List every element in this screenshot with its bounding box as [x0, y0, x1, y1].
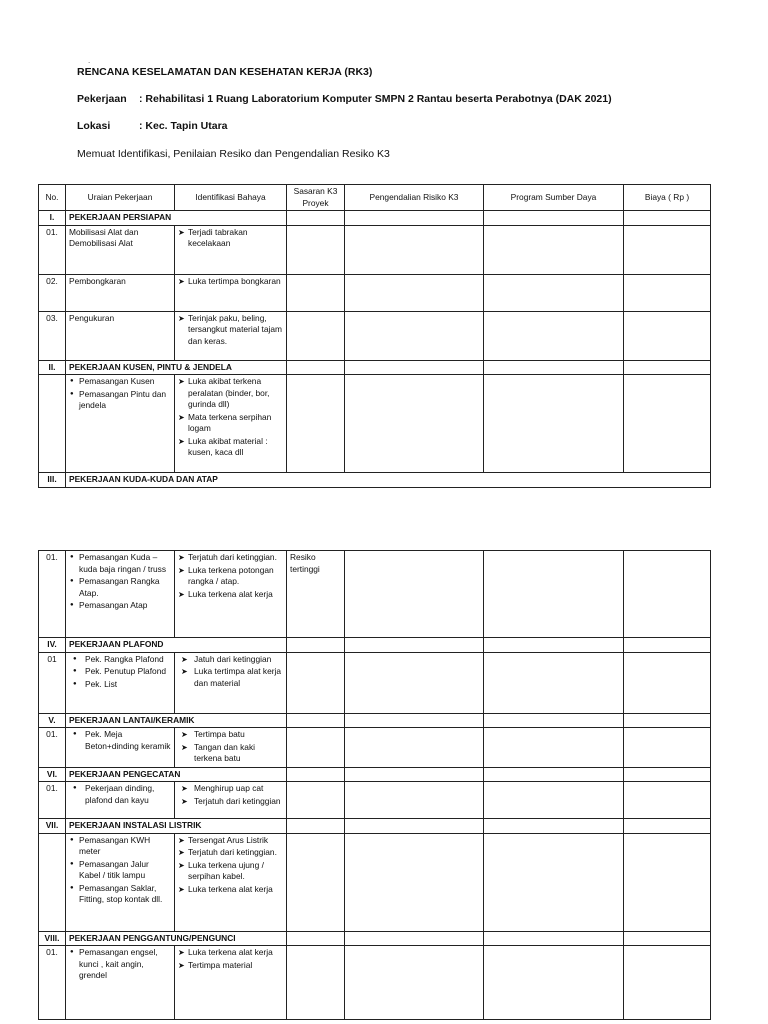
empty-cell	[345, 728, 484, 768]
uraian-item: ● Pemasangan Rangka Atap.	[79, 576, 171, 599]
pekerjaan-label: Pekerjaan	[77, 93, 127, 105]
section-title: PEKERJAAN KUSEN, PINTU & JENDELA	[66, 360, 287, 375]
bahaya-item: ➤ Terjatuh dari ketinggian.	[188, 847, 283, 859]
section-title: PEKERJAAN PENGECATAN	[66, 767, 287, 782]
bahaya-item: ➤ Luka tertimpa bongkaran	[188, 276, 283, 288]
empty-cell	[484, 652, 624, 713]
empty-cell	[287, 638, 345, 653]
empty-cell	[345, 360, 484, 375]
row-uraian	[66, 375, 175, 473]
bahaya-item: ➤ Luka terkena ujung / serpihan kabel.	[188, 860, 283, 883]
empty-cell	[624, 311, 711, 360]
empty-cell	[624, 652, 711, 713]
row-uraian	[66, 728, 175, 768]
empty-cell	[484, 782, 624, 819]
table-row	[39, 225, 711, 274]
table-row	[39, 728, 711, 768]
uraian-item: ● Pek. List	[85, 679, 171, 691]
empty-cell	[287, 946, 345, 1020]
document-title: RENCANA KESELAMATAN DAN KESEHATAN KERJA (RK3)	[77, 66, 373, 78]
pekerjaan-row	[77, 93, 612, 105]
row-bahaya	[175, 728, 287, 768]
section-no: VI.	[39, 767, 66, 782]
section-row	[39, 767, 711, 782]
empty-cell	[484, 819, 624, 834]
row-no: 01.	[39, 225, 66, 274]
bahaya-item: ➤ Terinjak paku, beling, tersangkut material tajam dan keras.	[188, 313, 283, 348]
empty-cell	[345, 311, 484, 360]
bahaya-item: ➤ Terjatuh dari ketinggian	[194, 796, 283, 808]
table-row	[39, 833, 711, 931]
empty-cell	[484, 713, 624, 728]
section-title: PEKERJAAN PENGGANTUNG/PENGUNCI	[66, 931, 287, 946]
intro-text: Memuat Identifikasi, Penilaian Resiko dan Pengendalian Resiko K3	[77, 148, 390, 160]
header-no: No.	[39, 185, 66, 211]
empty-cell	[484, 225, 624, 274]
uraian-item: ● Pemasangan engsel, kunci , kait angin, grendel	[79, 947, 171, 982]
table-row	[39, 782, 711, 819]
uraian-item: ● Pek. Meja Beton+dinding keramik	[85, 729, 171, 752]
section-title: PEKERJAAN INSTALASI LISTRIK	[66, 819, 287, 834]
row-uraian: Pengukuran	[66, 311, 175, 360]
empty-cell	[287, 713, 345, 728]
bahaya-item: ➤ Tertimpa batu	[194, 729, 283, 741]
empty-cell	[345, 211, 484, 226]
table-row	[39, 551, 711, 638]
table-row	[39, 311, 711, 360]
section-no: V.	[39, 713, 66, 728]
row-bahaya	[175, 375, 287, 473]
section-row	[39, 713, 711, 728]
row-uraian: Mobilisasi Alat dan Demobilisasi Alat	[66, 225, 175, 274]
uraian-item: ● Pemasangan Atap	[79, 600, 171, 612]
lokasi-value: : Kec. Tapin Utara	[139, 120, 228, 132]
bahaya-item: ➤ Mata terkena serpihan logam	[188, 412, 283, 435]
bahaya-item: ➤ Luka terkena alat kerja	[188, 589, 283, 601]
bahaya-item: ➤ Luka terkena alat kerja	[188, 884, 283, 896]
section-row	[39, 473, 711, 488]
rk3-table-part1	[38, 184, 711, 488]
empty-cell	[287, 375, 345, 473]
table-row	[39, 274, 711, 311]
uraian-item: ● Pemasangan Jalur Kabel / titik lampu	[79, 859, 171, 882]
header-program: Program Sumber Daya	[484, 185, 624, 211]
empty-cell	[484, 211, 624, 226]
uraian-item: ● Pekerjaan dinding, plafond dan kayu	[85, 783, 171, 806]
section-no: I.	[39, 211, 66, 226]
empty-cell	[624, 551, 711, 638]
rk3-table-part2	[38, 550, 711, 1020]
empty-cell	[484, 931, 624, 946]
section-row	[39, 931, 711, 946]
empty-cell	[624, 360, 711, 375]
section-row	[39, 211, 711, 226]
empty-cell	[345, 782, 484, 819]
empty-cell	[345, 551, 484, 638]
empty-cell	[484, 728, 624, 768]
row-uraian	[66, 652, 175, 713]
empty-cell	[287, 819, 345, 834]
row-no: 01.	[39, 551, 66, 638]
uraian-item: ● Pemasangan Kusen	[79, 376, 171, 388]
row-sasaran: Resiko tertinggi	[287, 551, 345, 638]
section-no: VIII.	[39, 931, 66, 946]
uraian-item: ● Pemasangan Pintu dan jendela	[79, 389, 171, 412]
empty-cell	[624, 833, 711, 931]
section-title: PEKERJAAN PLAFOND	[66, 638, 287, 653]
empty-cell	[624, 767, 711, 782]
uraian-item: ● Pek. Penutup Plafond	[85, 666, 171, 678]
bahaya-item: ➤ Luka terkena alat kerja	[188, 947, 283, 959]
row-no: 03.	[39, 311, 66, 360]
header-sasaran: Sasaran K3 Proyek	[287, 185, 345, 211]
section-row	[39, 360, 711, 375]
bahaya-item: ➤ Luka tertimpa alat kerja dan material	[194, 666, 283, 689]
table-header-row	[39, 185, 711, 211]
empty-cell	[287, 225, 345, 274]
empty-cell	[484, 375, 624, 473]
empty-cell	[624, 931, 711, 946]
section-row	[39, 638, 711, 653]
row-no: 01.	[39, 946, 66, 1020]
section-no: III.	[39, 473, 66, 488]
row-bahaya	[175, 652, 287, 713]
empty-cell	[345, 638, 484, 653]
bahaya-item: ➤ Terjadi tabrakan kecelakaan	[188, 227, 283, 250]
empty-cell	[624, 274, 711, 311]
section-row	[39, 819, 711, 834]
uraian-item: ● Pek. Rangka Plafond	[85, 654, 171, 666]
empty-cell	[624, 638, 711, 653]
bahaya-item: ➤ Tertimpa material	[188, 960, 283, 972]
table-row	[39, 946, 711, 1020]
empty-cell	[345, 833, 484, 931]
empty-cell	[484, 946, 624, 1020]
empty-cell	[287, 211, 345, 226]
bahaya-item: ➤ Tersengat Arus Listrik	[188, 835, 283, 847]
empty-cell	[345, 819, 484, 834]
row-uraian: Pembongkaran	[66, 274, 175, 311]
bahaya-item: ➤ Tangan dan kaki terkena batu	[194, 742, 283, 765]
empty-cell	[484, 638, 624, 653]
empty-cell	[624, 375, 711, 473]
row-bahaya	[175, 274, 287, 311]
empty-cell	[287, 360, 345, 375]
empty-cell	[484, 360, 624, 375]
row-uraian	[66, 946, 175, 1020]
pekerjaan-value: : Rehabilitasi 1 Ruang Laboratorium Komputer SMPN 2 Rantau beserta Perabotnya (DAK 2021)	[139, 93, 612, 105]
lokasi-label: Lokasi	[77, 120, 111, 132]
empty-cell	[345, 225, 484, 274]
empty-cell	[624, 782, 711, 819]
empty-cell	[345, 274, 484, 311]
empty-cell	[287, 833, 345, 931]
row-uraian	[66, 833, 175, 931]
row-bahaya	[175, 833, 287, 931]
empty-cell	[345, 946, 484, 1020]
empty-cell	[624, 728, 711, 768]
uraian-item: ● Pemasangan KWH meter	[79, 835, 171, 858]
bahaya-item: ➤ Luka akibat terkena peralatan (binder, bor, gurinda dll)	[188, 376, 283, 411]
empty-cell	[287, 311, 345, 360]
page-dot: .	[88, 56, 91, 65]
empty-cell	[287, 728, 345, 768]
empty-cell	[287, 767, 345, 782]
empty-cell	[287, 652, 345, 713]
empty-cell	[287, 931, 345, 946]
row-no	[39, 833, 66, 931]
empty-cell	[624, 819, 711, 834]
empty-cell	[484, 551, 624, 638]
row-uraian	[66, 551, 175, 638]
empty-cell	[484, 767, 624, 782]
row-bahaya	[175, 946, 287, 1020]
bahaya-item: ➤ Menghirup uap cat	[194, 783, 283, 795]
empty-cell	[345, 767, 484, 782]
section-title: PEKERJAAN PERSIAPAN	[66, 211, 287, 226]
empty-cell	[484, 311, 624, 360]
row-bahaya	[175, 782, 287, 819]
uraian-item: ● Pemasangan Kuda – kuda baja ringan / truss	[79, 552, 171, 575]
empty-cell	[287, 274, 345, 311]
table-row	[39, 652, 711, 713]
empty-cell	[624, 225, 711, 274]
header-biaya: Biaya ( Rp )	[624, 185, 711, 211]
row-uraian	[66, 782, 175, 819]
section-no: II.	[39, 360, 66, 375]
section-title: PEKERJAAN KUDA-KUDA DAN ATAP	[66, 473, 711, 488]
section-no: VII.	[39, 819, 66, 834]
row-no	[39, 375, 66, 473]
empty-cell	[624, 946, 711, 1020]
empty-cell	[345, 375, 484, 473]
row-no: 01.	[39, 728, 66, 768]
bahaya-item: ➤ Luka akibat material : kusen, kaca dll	[188, 436, 283, 459]
empty-cell	[345, 652, 484, 713]
section-no: IV.	[39, 638, 66, 653]
header-pengendalian: Pengendalian Risiko K3	[345, 185, 484, 211]
empty-cell	[345, 931, 484, 946]
bahaya-item: ➤ Luka terkena potongan rangka / atap.	[188, 565, 283, 588]
bahaya-item: ➤ Terjatuh dari ketinggian.	[188, 552, 283, 564]
row-no: 01.	[39, 782, 66, 819]
empty-cell	[484, 274, 624, 311]
header-uraian: Uraian Pekerjaan	[66, 185, 175, 211]
header-bahaya: Identifikasi Bahaya	[175, 185, 287, 211]
row-bahaya	[175, 551, 287, 638]
empty-cell	[624, 211, 711, 226]
empty-cell	[345, 713, 484, 728]
bahaya-item: ➤ Jatuh dari ketinggian	[194, 654, 283, 666]
row-bahaya	[175, 311, 287, 360]
lokasi-row	[77, 120, 228, 132]
row-no: 01	[39, 652, 66, 713]
uraian-item: ● Pemasangan Saklar, Fitting, stop kontak dll.	[79, 883, 171, 906]
section-title: PEKERJAAN LANTAI/KERAMIK	[66, 713, 287, 728]
empty-cell	[484, 833, 624, 931]
row-no: 02.	[39, 274, 66, 311]
table-row	[39, 375, 711, 473]
row-bahaya	[175, 225, 287, 274]
empty-cell	[287, 782, 345, 819]
empty-cell	[624, 713, 711, 728]
